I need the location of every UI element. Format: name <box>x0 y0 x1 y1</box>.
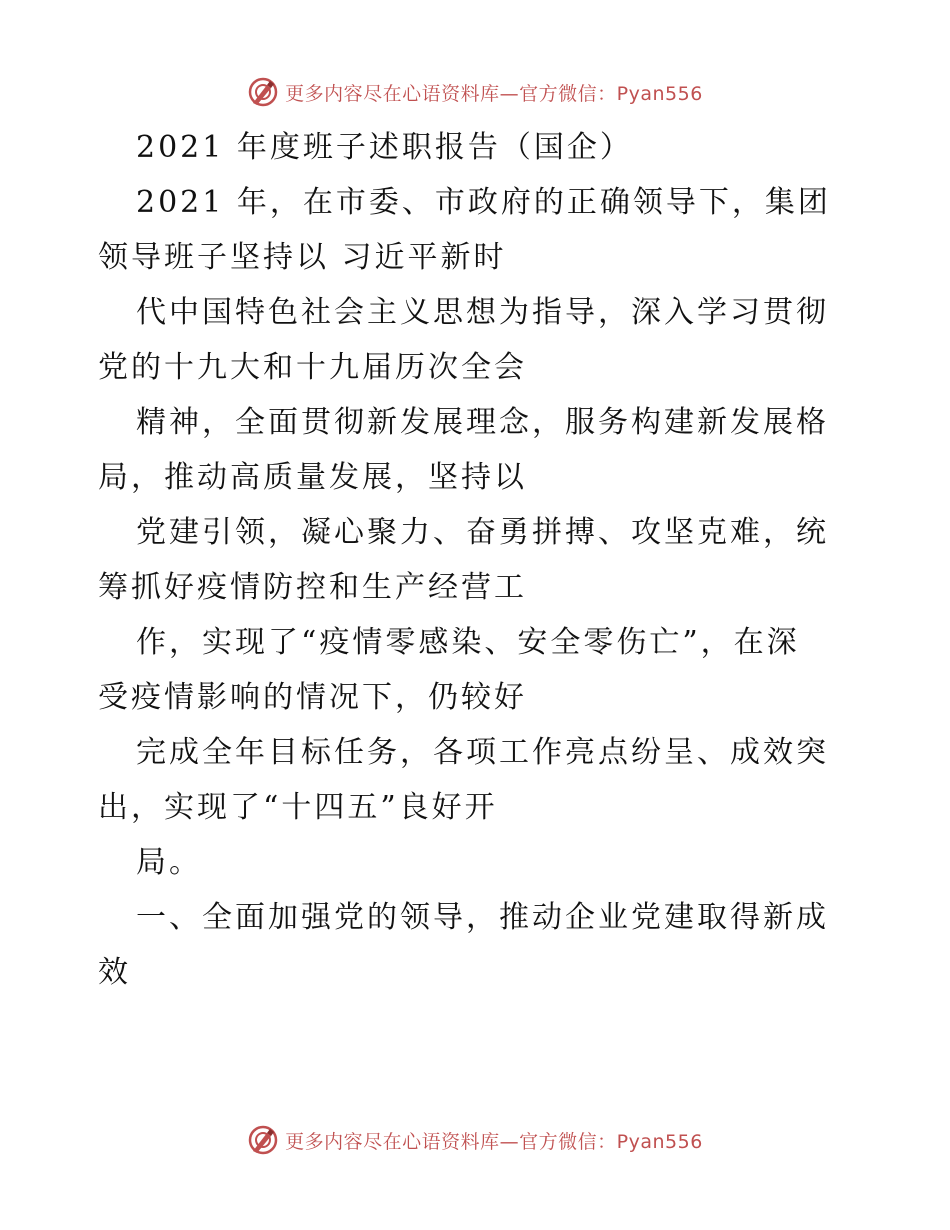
text-line: 出，实现了“十四五”良好开 <box>98 790 498 825</box>
header-watermark-text: 更多内容尽在心语资料库—官方微信：Pyan556 <box>285 82 703 105</box>
text-line: 一、全面加强党的领导，推动企业党建取得新成 <box>136 900 829 935</box>
text-line: 党建引领，凝心聚力、奋勇拼搏、攻坚克难，统 <box>136 515 829 550</box>
document-body <box>98 120 858 1000</box>
document-title: 2021 年度班子述职报告（国企） <box>136 130 633 165</box>
text-line: 完成全年目标任务，各项工作亮点纷呈、成效突 <box>136 735 829 770</box>
text-line: 筹抓好疫情防控和生产经营工 <box>98 570 527 605</box>
text-line: 领导班子坚持以 习近平新时 <box>98 240 507 275</box>
text-line: 精神，全面贯彻新发展理念，服务构建新发展格 <box>136 405 829 440</box>
text-line: 作，实现了“疫情零感染、安全零伤亡”，在深 <box>136 625 800 660</box>
text-line: 局，推动高质量发展，坚持以 <box>98 460 527 495</box>
text-line: 局。 <box>136 845 202 880</box>
text-line: 受疫情影响的情况下，仍较好 <box>98 680 527 715</box>
text-line: 代中国特色社会主义思想为指导，深入学习贯彻 <box>136 295 829 330</box>
footer-watermark-banner <box>0 1120 950 1160</box>
text-line: 效 <box>98 955 131 990</box>
text-line: 2021 年，在市委、市政府的正确领导下，集团 <box>136 185 831 220</box>
header-watermark-banner <box>0 72 950 112</box>
pen-logo-icon <box>247 76 279 108</box>
pen-logo-icon <box>247 1124 279 1156</box>
footer-watermark-text: 更多内容尽在心语资料库—官方微信：Pyan556 <box>285 1130 703 1153</box>
text-line: 党的十九大和十九届历次全会 <box>98 350 527 385</box>
